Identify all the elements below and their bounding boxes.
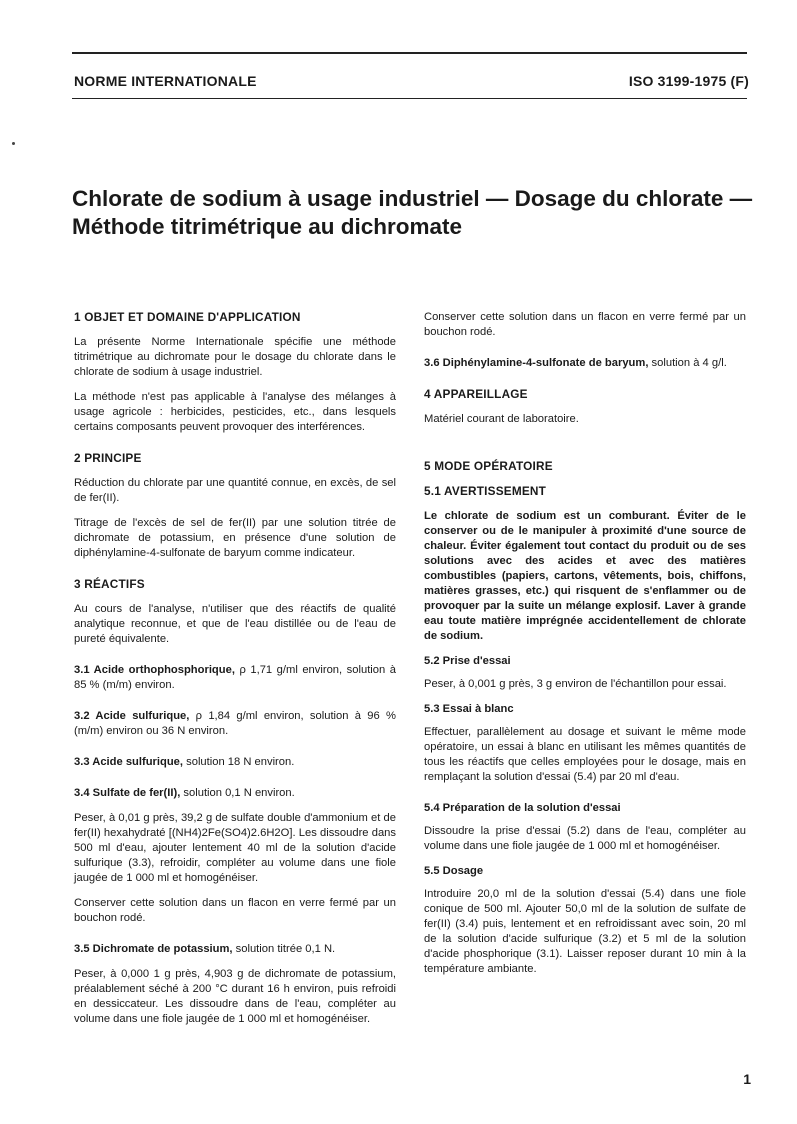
- margin-mark: [12, 142, 15, 145]
- header-standard-type: NORME INTERNATIONALE: [74, 73, 257, 89]
- warning-paragraph: Le chlorate de sodium est un comburant. Éviter de le conserver ou de le manipuler à proximité d'une source de chaleur. Éviter également tout contact du produit ou de ses solutions avec des acides et avec des matières combustibles (papiers, cartons, vêtements, bois, chiffons, matières grasses, etc.) qui risquent de s'enflammer ou de provoquer par la suite un mélange explosif. Laver à grande eau toute matière imprégnée accidentellement de chlorate de sodium.: [424, 510, 746, 642]
- reagent-3-4-spec: solution 0,1 N environ.: [180, 787, 295, 799]
- section-2-paragraph-1: Réduction du chlorate par une quantité connue, en excès, de sel de fer(II).: [74, 477, 396, 504]
- reagent-3-6: [424, 356, 746, 371]
- reagent-3-5: [74, 942, 396, 957]
- title-line-2: Méthode titrimétrique au dichromate: [72, 214, 463, 239]
- section-4-paragraph-1: Matériel courant de laboratoire.: [424, 413, 579, 425]
- section-1-paragraph-1: La présente Norme Internationale spécifie une méthode titrimétrique au dichromate pour le dosage du chlorate dans le chlorate de sodium à usage industriel.: [74, 336, 396, 378]
- section-3-heading: 3 RÉACTIFS: [74, 577, 145, 591]
- reagent-3-3-name: 3.3 Acide sulfurique,: [74, 756, 184, 768]
- section-1-heading: 1 OBJET ET DOMAINE D'APPLICATION: [74, 310, 301, 324]
- section-4-heading: 4 APPAREILLAGE: [424, 387, 528, 401]
- title-line-1: Chlorate de sodium à usage industriel — Dosage du chlorate —: [72, 186, 753, 211]
- section-1-paragraph-2: La méthode n'est pas applicable à l'analyse des mélanges à usage agricole : herbicides, pesticides, etc., dans lesquels certains composants peuvent provoquer des interférences.: [74, 391, 396, 433]
- reagent-3-5-paragraph-1: Peser, à 0,000 1 g près, 4,903 g de dichromate de potassium, préalablement séché à 200 °C durant 16 h environ, puis refroidi en dessiccateur. Les dissoudre dans de l'eau, compléter au volume dans une fiole jaugée de 1 000 ml et homogénéiser.: [74, 968, 396, 1025]
- reagent-3-4-name: 3.4 Sulfate de fer(II),: [74, 787, 181, 799]
- reagent-3-4-paragraph-1: Peser, à 0,01 g près, 39,2 g de sulfate double d'ammonium et de fer(II) hexahydraté [(NH4)2Fe(SO4)2.6H2O]. Les dissoudre dans 500 ml d'eau, ajouter lentement 40 ml de la solution d'acide sulfurique (3.3), refroidir, compléter au volume dans une fiole jaugée de 1 000 ml et homogénéiser.: [74, 812, 396, 884]
- reagent-3-2-name: 3.2 Acide sulfurique,: [74, 710, 190, 722]
- section-5-2-paragraph-1: Peser, à 0,001 g près, 3 g environ de l'échantillon pour essai.: [424, 678, 727, 690]
- section-5-4-heading: 5.4 Préparation de la solution d'essai: [424, 802, 621, 814]
- section-2-heading: 2 PRINCIPE: [74, 451, 142, 465]
- section-5-3-paragraph-1: Effectuer, parallèlement au dosage et suivant le même mode opératoire, un essai à blanc en utilisant les mêmes quantités de tous les réactifs que celles employées pour le dosage, mais en remplaçant la solution d'essai (5.4) par 20 ml d'eau.: [424, 726, 746, 783]
- section-5-4-paragraph-1: Dissoudre la prise d'essai (5.2) dans de l'eau, compléter au volume dans une fiole jaugée de 1 000 ml et homogénéiser.: [424, 825, 746, 852]
- section-2-paragraph-2: Titrage de l'excès de sel de fer(II) par une solution titrée de dichromate de potassium, en présence d'une solution de diphénylamine-4-sulfonate de baryum comme indicateur.: [74, 517, 396, 559]
- top-rule: [72, 52, 747, 54]
- reagent-3-1-spec: ρ 1,71 g/ml environ, solution à 85 % (m/m) environ.: [74, 664, 396, 691]
- reagent-3-2: [74, 709, 396, 739]
- document-title: [72, 185, 762, 241]
- section-5-1-heading: 5.1 AVERTISSEMENT: [424, 484, 547, 498]
- reagent-3-6-name: 3.6 Diphénylamine-4-sulfonate de baryum,: [424, 357, 649, 369]
- reagent-3-4: [74, 786, 396, 801]
- reagent-3-5-spec: solution titrée 0,1 N.: [232, 943, 336, 955]
- continued-paragraph: Conserver cette solution dans un flacon en verre fermé par un bouchon rodé.: [424, 311, 746, 338]
- section-3-paragraph-1: Au cours de l'analyse, n'utiliser que des réactifs de qualité analytique reconnue, et que de l'eau distillée ou de l'eau de pureté équivalente.: [74, 603, 396, 645]
- section-5-5-paragraph-1: Introduire 20,0 ml de la solution d'essai (5.4) dans une fiole conique de 500 ml. Ajouter 50,0 ml de la solution de sulfate de fer(II) (3.4) puis, lentement et en refroidissant avec soin, 20 ml de la solution d'acide sulfurique (3.2) et 5 ml de la solution d'acide phosphorique (3.1). Laisser reposer durant 10 min à la température ambiante.: [424, 888, 746, 975]
- section-5-heading: 5 MODE OPÉRATOIRE: [424, 459, 553, 473]
- section-5-5-heading: 5.5 Dosage: [424, 865, 484, 877]
- reagent-3-6-spec: solution à 4 g/l.: [648, 357, 727, 369]
- section-5-2-heading: 5.2 Prise d'essai: [424, 655, 511, 667]
- reagent-3-1: [74, 663, 396, 693]
- left-column: [74, 310, 396, 1037]
- page-number: 1: [743, 1071, 751, 1087]
- reagent-3-3-spec: solution 18 N environ.: [183, 756, 295, 768]
- reagent-3-4-paragraph-2: Conserver cette solution dans un flacon en verre fermé par un bouchon rodé.: [74, 897, 396, 924]
- right-column: [424, 310, 746, 987]
- section-5-3-heading: 5.3 Essai à blanc: [424, 703, 514, 715]
- header-standard-number: ISO 3199-1975 (F): [628, 73, 749, 89]
- header-rule: [72, 98, 747, 99]
- reagent-3-1-name: 3.1 Acide orthophosphorique,: [74, 664, 235, 676]
- reagent-3-5-name: 3.5 Dichromate de potassium,: [74, 943, 233, 955]
- reagent-3-2-spec: ρ 1,84 g/ml environ, solution à 96 % (m/m) environ ou 36 N environ.: [74, 710, 396, 737]
- reagent-3-3: [74, 755, 396, 770]
